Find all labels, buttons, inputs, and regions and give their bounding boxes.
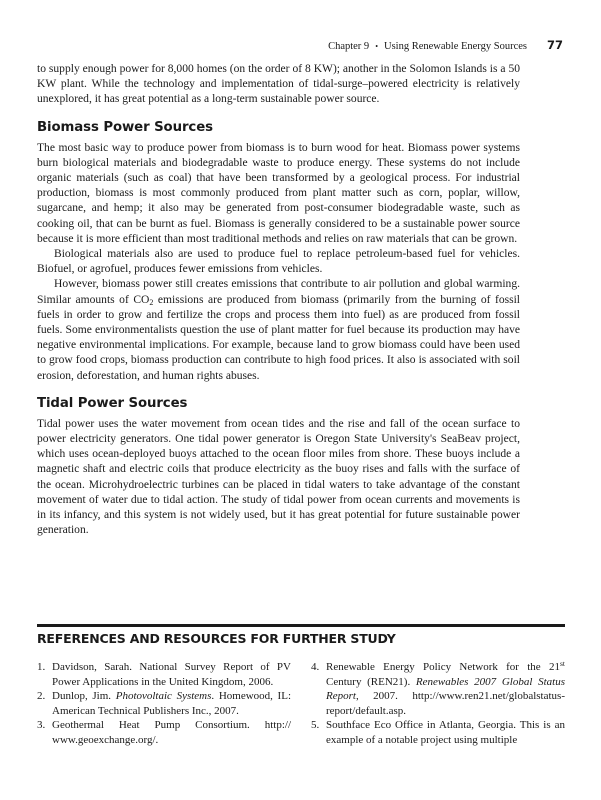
reference-org-rest: Century (REN21). — [326, 675, 416, 688]
chapter-label: Chapter 9 — [328, 41, 370, 52]
chapter-title: Using Renewable Energy Sources — [384, 41, 527, 52]
biomass-p3-part2: emissions are produced from biomass (primarily from the burning of fossil fuels in order to grow and fertilize the crops and process them into fuel) as are produced from fossil fuels. Some environmentalists question the use of plant matter for fuel because its production may have negative environmental implications. For example, because land to grow biomass could have been used to grow food crops, biomass production can contribute to high food prices. It also is associated with soil erosion, deforestation, and human rights abuses. — [37, 293, 520, 382]
reference-text — [52, 689, 291, 718]
reference-text — [326, 660, 565, 718]
reference-number: 1. — [37, 661, 46, 673]
references-heading: REFERENCES AND RESOURCES FOR FURTHER STUDY — [37, 631, 396, 646]
reference-item — [37, 718, 291, 747]
header-bullet: • — [375, 42, 378, 51]
reference-title: Photovoltaic Systems — [115, 690, 212, 703]
biomass-paragraph-2: Biological materials also are used to produce fuel to replace petroleum-based fuel for vehicles. Biofuel, or agrofuel, produces fewer emissions from vehicles. — [37, 248, 520, 276]
tidal-paragraph: Tidal power uses the water movement from ocean tides and the rise and fall of the ocean surface to power electricity generators. One tidal power generator is Oregon State University's SeaBeav project, which uses ocean-deployed buoys attached to the ocean floor miles from shore. These buoys include a magnetic shaft and electric coils that produce electricity as the buoy rises and falls with the surface of the ocean. Microhydroelectric turbines can be placed in tidal waters to take advantage of the constant movement of water due to tidal action. The study of tidal power from ocean currents and movements is in its infancy, and this system is not widely used, but it has great potential for future sustainable power generation. — [37, 417, 520, 537]
main-text — [37, 62, 520, 538]
reference-text: Davidson, Sarah. National Survey Report of PV Power Applications in the United Kingdom, 2006. — [52, 661, 291, 688]
reference-number: 4. — [311, 661, 320, 673]
references-section — [37, 660, 565, 748]
reference-publisher: . Homewood, IL: American Technical Publishers Inc., 2007. — [52, 690, 291, 717]
reference-title: Renewables 2007 Global Status Report — [326, 675, 566, 703]
biomass-paragraph-1: The most basic way to produce power from biomass is to burn wood for heat. Biomass power systems burn biological materials and biodegradable waste to produce energy. These systems do not include organic materials (such as coal) that have been transformed by a geological process. For industrial production, biomass is most commonly produced from plant matter such as corn, poplar, willow, sugarcane, and hemp; it also may be generated from post-consumer biodegradable waste, such as cooking oil, that can be burnt as fuel. Biomass is generally considered to be a sustainable power source because it is more efficient than most traditional methods and relies on raw materials that can be grown. — [37, 141, 520, 245]
reference-url: , 2007. http://www.ren21.net/globalstatus-report/default.asp. — [326, 690, 565, 717]
page-number: 77 — [546, 38, 563, 52]
reference-author: Dunlop, Jim. — [52, 690, 116, 703]
co2-formula — [133, 294, 153, 306]
reference-item — [311, 718, 565, 747]
reference-item — [311, 660, 565, 718]
tidal-heading: Tidal Power Sources — [37, 395, 188, 411]
reference-text: Southface Eco Office in Atlanta, Georgia. This is an example of a notable project using multiple — [326, 719, 565, 746]
reference-item — [37, 689, 291, 718]
references-rule — [37, 624, 565, 627]
reference-number: 2. — [37, 690, 46, 703]
co2-subscript: 2 — [149, 297, 154, 307]
biomass-heading: Biomass Power Sources — [37, 119, 213, 135]
reference-org: Renewable Energy Policy Network for the 21 — [326, 661, 560, 673]
running-header — [328, 38, 563, 52]
reference-number: 5. — [311, 719, 320, 732]
ordinal-superscript: st — [559, 659, 565, 668]
intro-paragraph: to supply enough power for 8,000 homes (on the order of 8 KW); another in the Solomon Islands is a 50 KW plant. While the technology and implementation of tidal-surge–powered electricity is relatively unexplored, it has great potential as a long-term sustainable power source. — [37, 63, 520, 106]
reference-item — [37, 660, 291, 689]
biomass-paragraph-3 — [37, 277, 520, 383]
references-column-left — [37, 660, 291, 748]
references-column-right — [311, 660, 565, 748]
biomass-p3-part1: However, biomass power still creates emissions that contribute to air pollution and global warming. Similar amounts of — [37, 278, 520, 306]
reference-text: Geothermal Heat Pump Consortium. http:// www.geoexchange.org/. — [52, 719, 291, 746]
reference-number: 3. — [37, 719, 46, 732]
co2-base: CO — [133, 293, 150, 306]
